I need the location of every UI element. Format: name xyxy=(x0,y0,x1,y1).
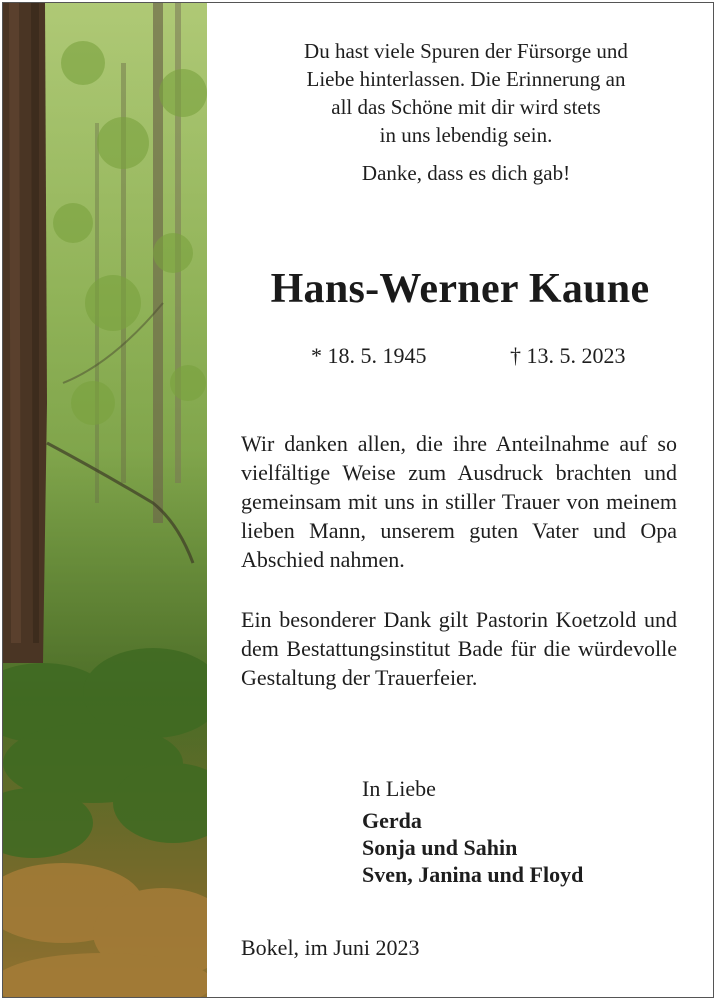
deceased-name: Hans-Werner Kaune xyxy=(270,266,650,312)
mourner-names xyxy=(362,807,583,888)
mourner-name: Sven, Janina und Floyd xyxy=(362,862,584,887)
poem xyxy=(237,37,695,187)
poem-thanks: Danke, dass es dich gab! xyxy=(361,161,571,185)
obituary-notice xyxy=(2,2,714,998)
poem-line: in uns lebendig sein. xyxy=(379,123,553,147)
poem-line: Du hast viele Spuren der Fürsorge und xyxy=(304,39,628,63)
thanks-paragraph: Wir danken allen, die ihre Anteilnahme auf so vielfältige Weise zum Ausdruck brachten und gemeinsam mit uns in stiller Trauer von meinem lieben Mann, unserem guten Vater und Opa Abschied nahmen. xyxy=(241,431,677,572)
text-column xyxy=(207,3,713,997)
mourner-name: Sonja und Sahin xyxy=(362,835,518,860)
signoff-intro: In Liebe xyxy=(362,776,436,801)
mourner-name: Gerda xyxy=(362,808,422,833)
poem-line: all das Schöne mit dir wird stets xyxy=(331,95,601,119)
poem-line: Liebe hinterlassen. Die Erinnerung an xyxy=(306,67,626,91)
signoff xyxy=(362,775,583,888)
birth-date: * 18. 5. 1945 xyxy=(311,343,427,368)
death-date: † 13. 5. 2023 xyxy=(510,343,626,368)
special-thanks-paragraph: Ein besonderer Dank gilt Pastorin Koetzold und dem Bestattungsinstitut Bade für die würdevolle Gestaltung der Trauerfeier. xyxy=(241,607,677,690)
forest-illustration xyxy=(3,3,207,997)
place-date: Bokel, im Juni 2023 xyxy=(241,935,420,960)
forest-photo xyxy=(3,3,207,997)
